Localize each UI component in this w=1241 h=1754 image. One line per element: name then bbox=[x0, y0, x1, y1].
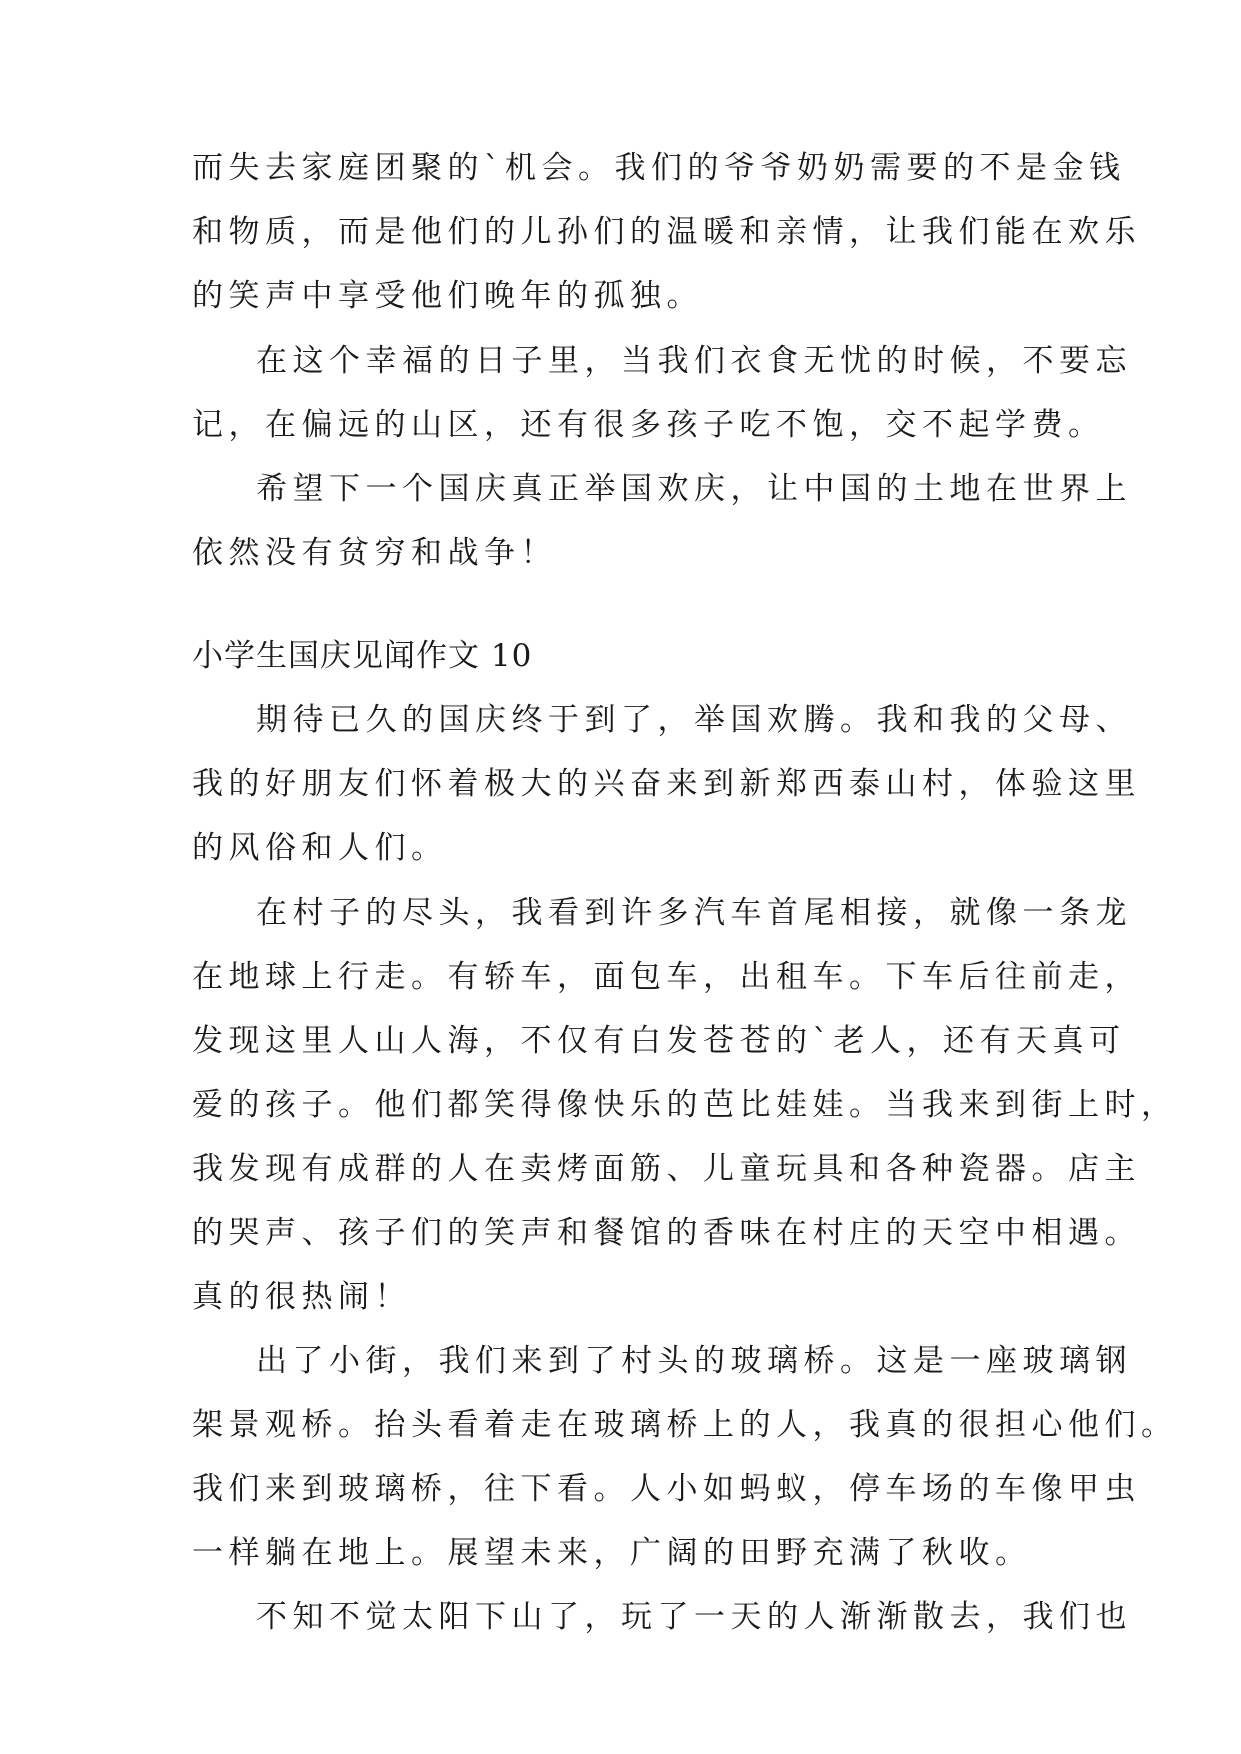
text-line: 希望下一个国庆真正举国欢庆，让中国的土地在世界上 bbox=[256, 471, 1132, 507]
text-line: 不知不觉太阳下山了，玩了一天的人渐渐散去，我们也 bbox=[256, 1599, 1132, 1635]
text-line: 期待已久的国庆终于到了，举国欢腾。我和我的父母、 bbox=[256, 702, 1132, 738]
text-line: 发现这里人山人海，不仅有白发苍苍的`老人，还有天真可 bbox=[192, 1023, 1126, 1059]
text-line: 记，在偏远的山区，还有很多孩子吃不饱，交不起学费。 bbox=[192, 407, 1105, 443]
text-line: 我的好朋友们怀着极大的兴奋来到新郑西泰山村，体验这里 bbox=[192, 766, 1141, 802]
text-line: 在村子的尽头，我看到许多汽车首尾相接，就像一条龙 bbox=[256, 895, 1132, 931]
text-line: 的风俗和人们。 bbox=[192, 830, 448, 866]
text-line: 在这个幸福的日子里，当我们衣食无忧的时候，不要忘 bbox=[256, 343, 1132, 379]
text-line: 依然没有贫穷和战争！ bbox=[192, 535, 557, 571]
text-line: 一样躺在地上。展望未来，广阔的田野充满了秋收。 bbox=[192, 1535, 1032, 1571]
text-line: 而失去家庭团聚的`机会。我们的爷爷奶奶需要的不是金钱 bbox=[192, 150, 1126, 186]
text-line: 我发现有成群的人在卖烤面筋、儿童玩具和各种瓷器。店主 bbox=[192, 1151, 1141, 1187]
text-line: 在地球上行走。有轿车，面包车，出租车。下车后往前走， bbox=[192, 959, 1141, 995]
section-heading: 小学生国庆见闻作文 10 bbox=[192, 638, 533, 674]
text-line: 出了小街，我们来到了村头的玻璃桥。这是一座玻璃钢 bbox=[256, 1343, 1132, 1379]
text-line: 我们来到玻璃桥，往下看。人小如蚂蚁，停车场的车像甲虫 bbox=[192, 1471, 1141, 1507]
text-line: 的哭声、孩子们的笑声和餐馆的香味在村庄的天空中相遇。 bbox=[192, 1215, 1141, 1251]
text-line: 和物质，而是他们的儿孙们的温暖和亲情，让我们能在欢乐 bbox=[192, 214, 1141, 250]
text-line: 爱的孩子。他们都笑得像快乐的芭比娃娃。当我来到街上时， bbox=[192, 1087, 1178, 1123]
text-line: 架景观桥。抬头看着走在玻璃桥上的人，我真的很担心他们。 bbox=[192, 1407, 1178, 1443]
text-line: 真的很热闹！ bbox=[192, 1279, 411, 1315]
text-line: 的笑声中享受他们晚年的孤独。 bbox=[192, 278, 703, 314]
